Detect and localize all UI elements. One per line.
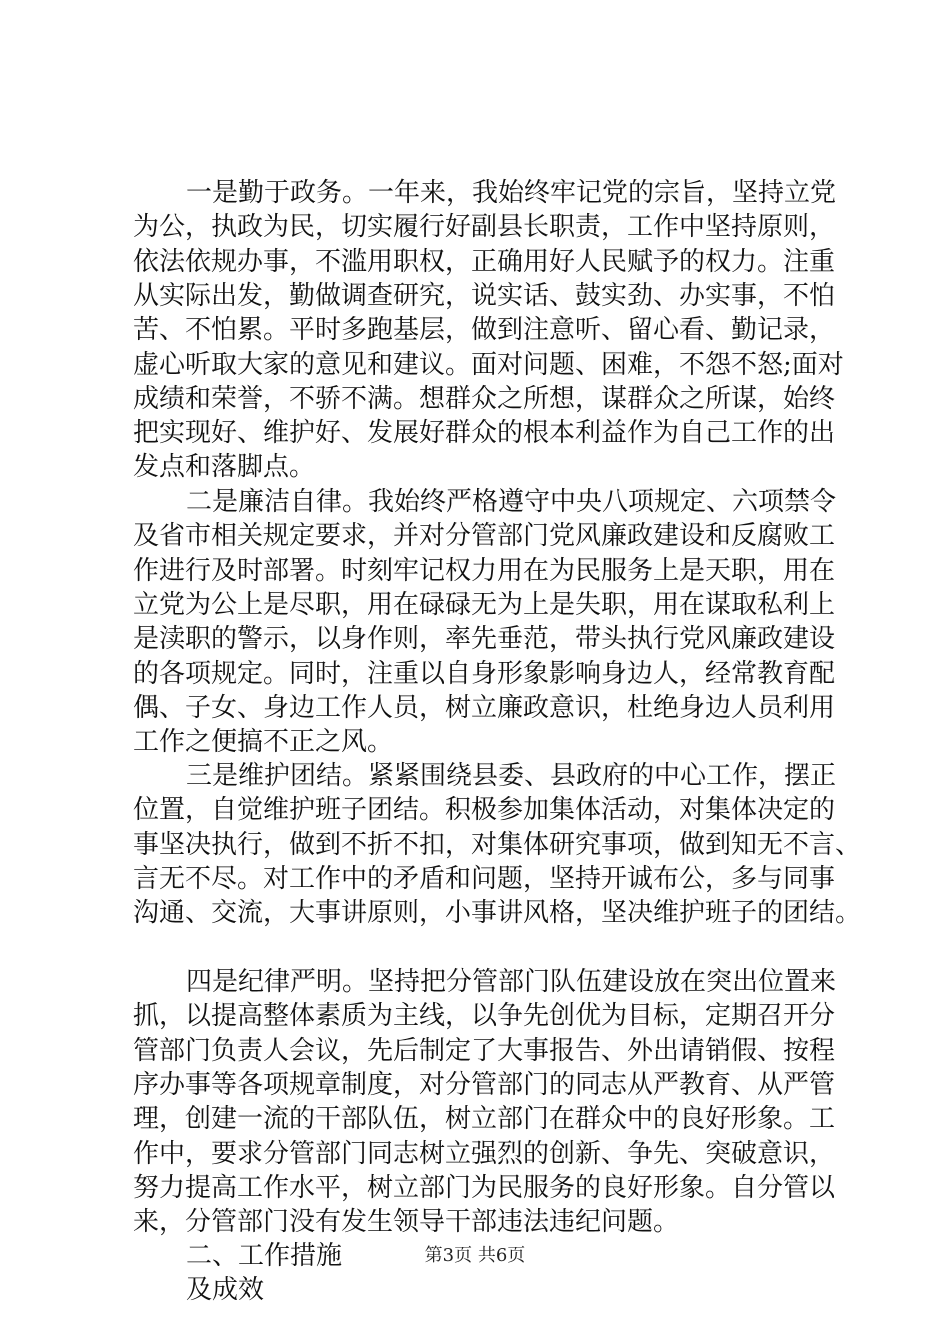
paragraph-2-line-2: 及省市相关规定要求，并对分管部门党风廉政建设和反腐败工 [133, 521, 836, 551]
paragraph-1-line-2: 为公，执政为民，切实履行好副县长职责，工作中坚持原则， [133, 212, 836, 242]
section-heading-line-2: 及成效 [186, 1275, 265, 1305]
paragraph-1-line-6: 虚心听取大家的意见和建议。面对问题、困难，不怨不怒;面对 [133, 350, 844, 380]
paragraph-2-line-8: 工作之便搞不正之风。 [133, 727, 394, 757]
paragraph-1-line-3: 依法依规办事，不滥用职权，正确用好人民赋予的权力。注重 [133, 247, 836, 277]
paragraph-2-line-4: 立党为公上是尽职，用在碌碌无为上是失职，用在谋取私利上 [133, 590, 836, 620]
paragraph-1-line-9: 发点和落脚点。 [133, 452, 316, 482]
paragraph-1-line-7: 成绩和荣誉，不骄不满。想群众之所想，谋群众之所谋，始终 [133, 384, 836, 414]
paragraph-2-line-1: 二是廉洁自律。我始终严格遵守中央八项规定、六项禁令 [186, 487, 837, 517]
paragraph-4-line-3: 管部门负责人会议，先后制定了大事报告、外出请销假、按程 [133, 1036, 836, 1066]
paragraph-3-line-3: 事坚决执行，做到不折不扣，对集体研究事项，做到知无不言、 [133, 830, 862, 860]
page-number-footer: 第3页 共6页 [424, 1245, 526, 1266]
paragraph-4-line-8: 来，分管部门没有发生领导干部违法违纪问题。 [133, 1207, 680, 1237]
paragraph-4-line-4: 序办事等各项规章制度，对分管部门的同志从严教育、从严管 [133, 1070, 836, 1100]
section-heading-line-1: 二、工作措施 [186, 1241, 343, 1271]
paragraph-2-line-3: 作进行及时部署。时刻牢记权力用在为民服务上是天职，用在 [133, 556, 836, 586]
paragraph-3-line-2: 位置，自觉维护班子团结。积极参加集体活动，对集体决定的 [133, 795, 836, 825]
paragraph-4-line-1: 四是纪律严明。坚持把分管部门队伍建设放在突出位置来 [186, 967, 837, 997]
paragraph-1-line-1: 一是勤于政务。一年来，我始终牢记党的宗旨，坚持立党 [186, 178, 837, 208]
paragraph-1-line-4: 从实际出发，勤做调查研究，说实话、鼓实劲、办实事，不怕 [133, 281, 836, 311]
paragraph-1-line-8: 把实现好、维护好、发展好群众的根本利益作为自己工作的出 [133, 418, 836, 448]
paragraph-4-line-6: 作中，要求分管部门同志树立强烈的创新、争先、突破意识， [133, 1139, 836, 1169]
paragraph-3-line-4: 言无不尽。对工作中的矛盾和问题，坚持开诚布公，多与同事 [133, 864, 836, 894]
paragraph-3-line-1: 三是维护团结。紧紧围绕县委、县政府的中心工作，摆正 [186, 761, 837, 791]
paragraph-2-line-7: 偶、子女、身边工作人员，树立廉政意识，杜绝身边人员利用 [133, 693, 836, 723]
paragraph-4-line-5: 理，创建一流的干部队伍，树立部门在群众中的良好形象。工 [133, 1104, 836, 1134]
paragraph-4-line-7: 努力提高工作水平，树立部门为民服务的良好形象。自分管以 [133, 1173, 836, 1203]
paragraph-1-line-5: 苦、不怕累。平时多跑基层，做到注意听、留心看、勤记录， [133, 315, 836, 345]
paragraph-3-line-5: 沟通、交流，大事讲原则，小事讲风格，坚决维护班子的团结。 [133, 898, 862, 928]
paragraph-2-line-6: 的各项规定。同时，注重以自身形象影响身边人，经常教育配 [133, 659, 836, 689]
paragraph-4-line-2: 抓，以提高整体素质为主线，以争先创优为目标，定期召开分 [133, 1001, 836, 1031]
paragraph-2-line-5: 是渎职的警示，以身作则，率先垂范，带头执行党风廉政建设 [133, 624, 836, 654]
